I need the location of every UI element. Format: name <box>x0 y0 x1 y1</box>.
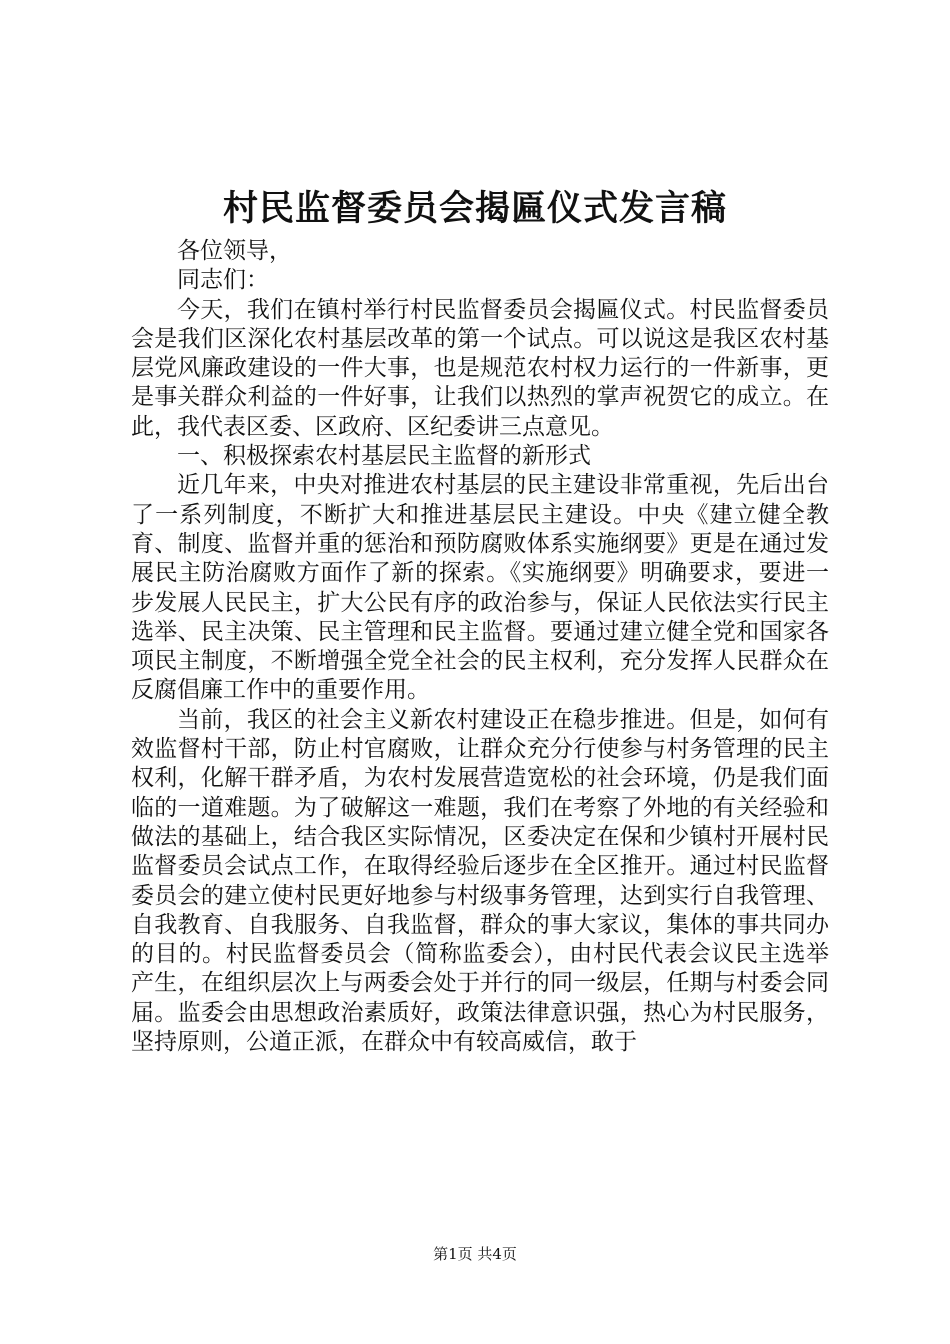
paragraph-intro: 今天，我们在镇村举行村民监督委员会揭匾仪式。村民监督委员会是我们区深化农村基层改革的第一个试点。可以说这是我区农村基层党风廉政建设的一件大事，也是规范农村权力运行的一件新事，更是事关群众利益的一件好事，让我们以热烈的掌声祝贺它的成立。在此，我代表区委、区政府、区纪委讲三点意见。 <box>131 296 829 440</box>
section-heading-1: 一、积极探索农村基层民主监督的新形式 <box>177 443 591 470</box>
salutation-comrades: 同志们： <box>177 267 269 294</box>
page-footer: 第1页 共4页 <box>433 1245 517 1263</box>
document-body <box>131 237 829 1057</box>
paragraph-central-policy: 近几年来，中央对推进农村基层的民主建设非常重视，先后出台了一系列制度，不断扩大和推进基层民主建设。中央《建立健全教育、制度、监督并重的惩治和预防腐败体系实施纲要》更是在通过发展民主防治腐败方面作了新的探索。《实施纲要》明确要求，要进一步发展人民民主，扩大公民有序的政治参与，保证人民依法实行民主选举、民主决策、民主管理和民主监督。要通过建立健全党和国家各项民主制度，不断增强全党全社会的民主权利，充分发挥人民群众在反腐倡廉工作中的重要作用。 <box>131 472 829 704</box>
paragraph-current-situation: 当前，我区的社会主义新农村建设正在稳步推进。但是，如何有效监督村干部，防止村官腐败，让群众充分行使参与村务管理的民主权利，化解干群矛盾，为农村发展营造宽松的社会环境，仍是我们面临的一道难题。为了破解这一难题，我们在考察了外地的有关经验和做法的基础上，结合我区实际情况，区委决定在保和少镇村开展村民监督委员会试点工作，在取得经验后逐步在全区推开。通过村民监督委员会的建立使村民更好地参与村级事务管理，达到实行自我管理、自我教育、自我服务、自我监督，群众的事大家议，集体的事共同办的目的。村民监督委员会（简称监委会），由村民代表会议民主选举产生，在组织层次上与两委会处于并行的同一级层，任期与村委会同届。监委会由思想政治素质好，政策法律意识强，热心为村民服务，坚持原则，公道正派，在群众中有较高威信，敢于 <box>131 706 829 1056</box>
page-title: 村民监督委员会揭匾仪式发言稿 <box>222 188 727 229</box>
salutation-leaders: 各位领导， <box>177 238 292 264</box>
